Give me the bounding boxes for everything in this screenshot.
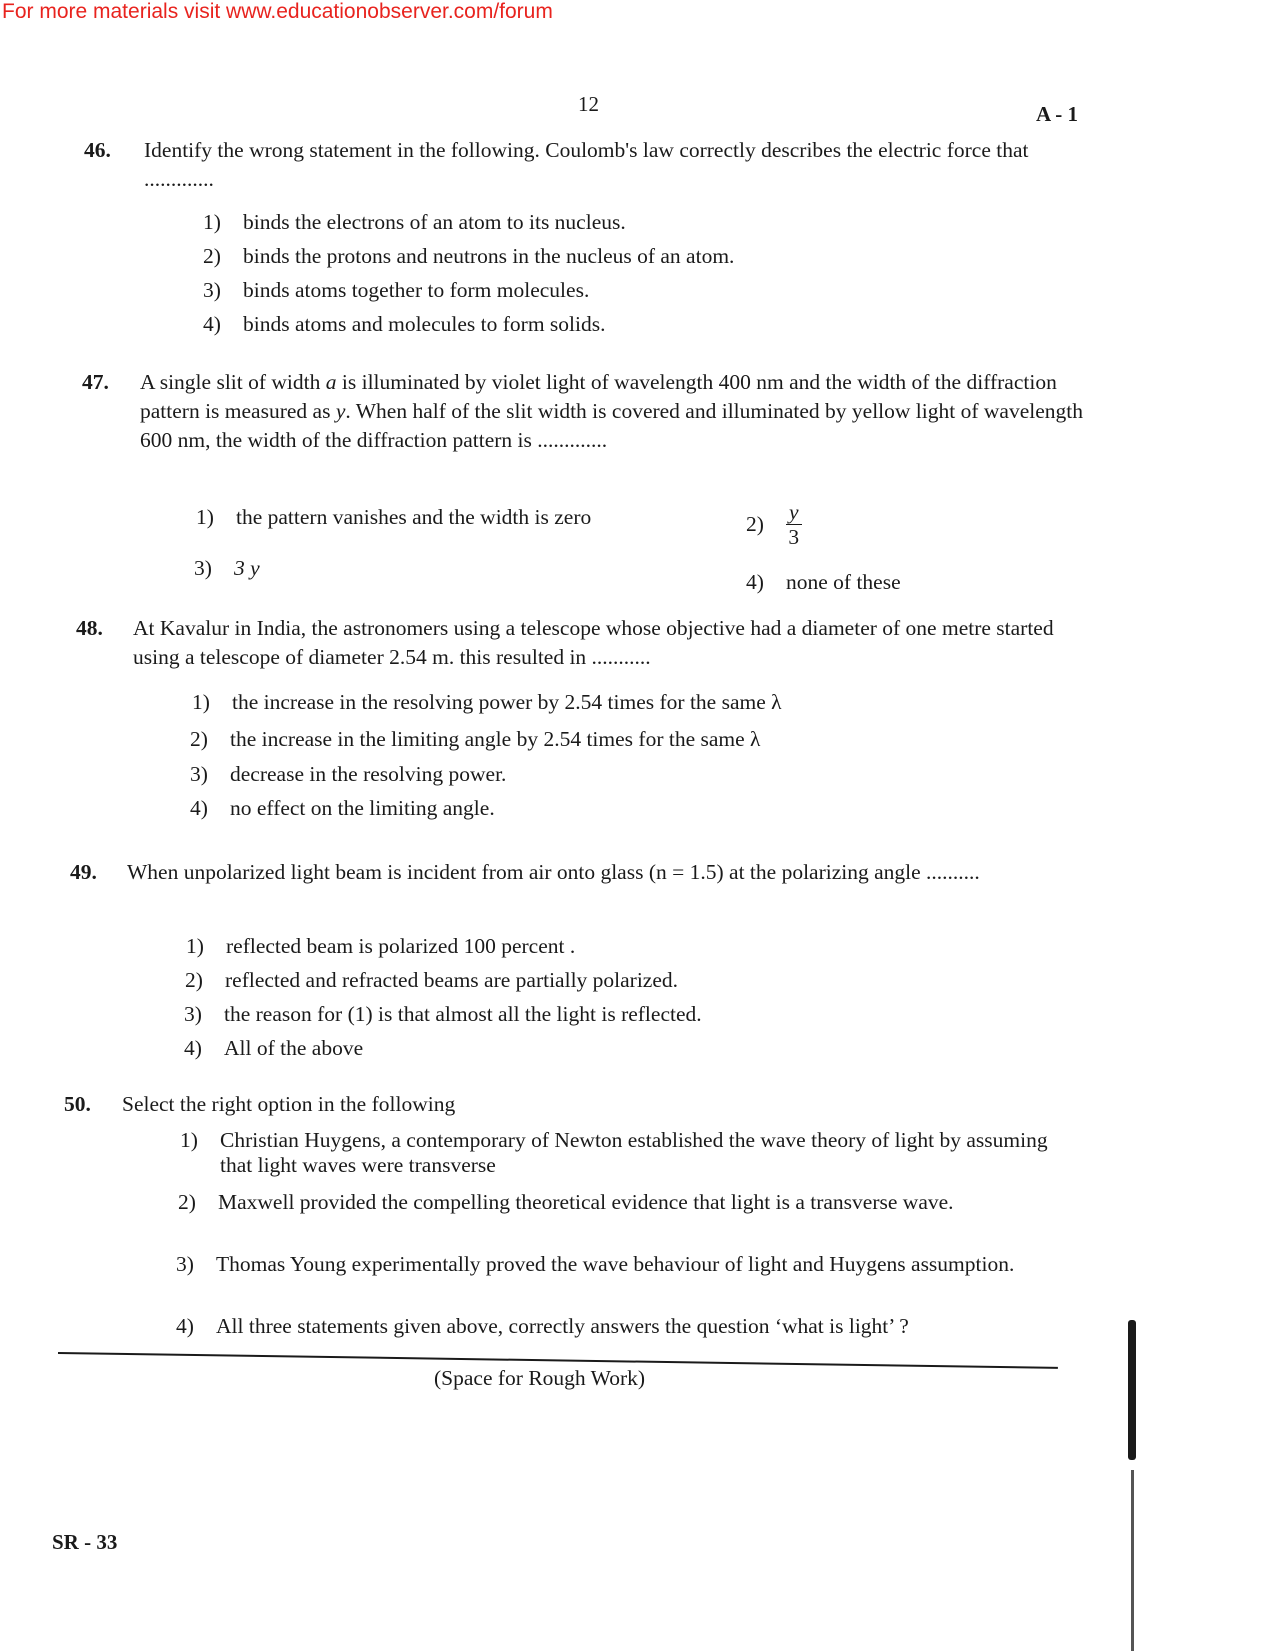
- question-number: 46.: [84, 138, 111, 162]
- rough-work-label: (Space for Rough Work): [434, 1366, 646, 1390]
- option-number: 4): [203, 312, 221, 336]
- option-number: 4): [746, 570, 764, 594]
- option-number: 3): [194, 556, 212, 580]
- question-text: At Kavalur in India, the astronomers using a telescope whose objective had a diameter of one metre started using a telescope of diameter 2.54 m. this resulted in ...........: [133, 616, 1054, 669]
- option-number: 2): [178, 1190, 196, 1214]
- site-banner: For more materials visit www.educationobserver.com/forum: [2, 0, 553, 23]
- option-49-1: [186, 934, 575, 959]
- option-text: All three statements given above, correctly answers the question ‘what is light’ ?: [216, 1314, 909, 1338]
- footer-code: SR - 33: [52, 1530, 118, 1554]
- option-number: 2): [203, 244, 221, 268]
- option-50-3: [176, 1252, 1061, 1277]
- option-47-4: [746, 570, 901, 595]
- option-text: the reason for (1) is that almost all the light is reflected.: [224, 1002, 702, 1026]
- option-text: the increase in the resolving power by 2.54 times for the same λ: [232, 690, 782, 714]
- question-number: 50.: [64, 1092, 91, 1116]
- option-number: 3): [203, 278, 221, 302]
- option-number: 1): [196, 505, 214, 529]
- option-number: 3): [184, 1002, 202, 1026]
- option-text: decrease in the resolving power.: [230, 762, 507, 786]
- option-46-3: [203, 278, 589, 303]
- option-number: 3): [190, 762, 208, 786]
- question-text: Identify the wrong statement in the following. Coulomb's law correctly describes the electric force that .............: [144, 138, 1029, 191]
- option-text: binds the protons and neutrons in the nucleus of an atom.: [243, 244, 735, 268]
- option-text: reflected beam is polarized 100 percent .: [226, 934, 576, 958]
- option-46-4: [203, 312, 605, 337]
- option-text: Maxwell provided the compelling theoretical evidence that light is a transverse wave.: [218, 1190, 954, 1214]
- fraction-y-over-3: $\frac{y}{3}$: [786, 500, 802, 549]
- option-49-4: [184, 1036, 363, 1061]
- option-text: All of the above: [224, 1036, 364, 1060]
- option-47-3: [194, 556, 260, 581]
- option-number: 1): [186, 934, 204, 958]
- option-number: 2): [185, 968, 203, 992]
- option-number: 3): [176, 1252, 194, 1276]
- option-text: Christian Huygens, a contemporary of Newton established the wave theory of light by assuming that light waves were transverse: [220, 1128, 1048, 1177]
- question-number: 48.: [76, 616, 103, 640]
- option-text: reflected and refracted beams are partially polarized.: [225, 968, 679, 992]
- option-text: binds atoms together to form molecules.: [243, 278, 590, 302]
- option-number: 1): [192, 690, 210, 714]
- option-number: 1): [203, 210, 221, 234]
- binding-edge-line: [1131, 1470, 1134, 1651]
- option-text: Thomas Young experimentally proved the wave behaviour of light and Huygens assumption.: [216, 1252, 1015, 1276]
- option-48-2: [190, 727, 760, 752]
- option-text: 3 y: [234, 556, 260, 580]
- option-number: 1): [180, 1128, 198, 1152]
- option-text: the increase in the limiting angle by 2.54 times for the same λ: [230, 727, 761, 751]
- option-text: binds atoms and molecules to form solids.: [243, 312, 606, 336]
- option-50-1: [180, 1128, 1050, 1178]
- option-text: none of these: [786, 570, 901, 594]
- question-text: A single slit of width a is illuminated by violet light of wavelength 400 nm and the width of the diffraction pattern is measured as y. When half of the slit width is covered and illuminated by yellow light of wavelength 600 nm, the width of the diffraction pattern is .............: [140, 370, 1083, 452]
- question-text: Select the right option in the following: [122, 1092, 456, 1116]
- option-number: 4): [176, 1314, 194, 1338]
- option-50-4: [176, 1314, 909, 1339]
- question-number: 47.: [82, 370, 109, 394]
- option-48-1: [192, 690, 782, 715]
- option-number: 2): [190, 727, 208, 751]
- option-46-2: [203, 244, 734, 269]
- option-text: binds the electrons of an atom to its nucleus.: [243, 210, 626, 234]
- option-50-2: [178, 1190, 1063, 1215]
- option-48-3: [190, 762, 506, 787]
- binding-edge-mark: [1128, 1320, 1136, 1460]
- question-number: 49.: [70, 860, 97, 884]
- option-49-2: [185, 968, 678, 993]
- option-number: 4): [190, 796, 208, 820]
- option-number: 4): [184, 1036, 202, 1060]
- option-49-3: [184, 1002, 702, 1027]
- paper-code: A - 1: [1036, 102, 1078, 126]
- option-text: the pattern vanishes and the width is zero: [236, 505, 592, 529]
- question-text: When unpolarized light beam is incident from air onto glass (n = 1.5) at the polarizing angle ..........: [127, 860, 980, 884]
- page-number: 12: [578, 92, 599, 116]
- option-text: no effect on the limiting angle.: [230, 796, 495, 820]
- option-47-1: [196, 505, 591, 530]
- option-48-4: [190, 796, 495, 821]
- option-47-2: [746, 500, 802, 549]
- option-number: 2): [746, 512, 764, 536]
- option-46-1: [203, 210, 626, 235]
